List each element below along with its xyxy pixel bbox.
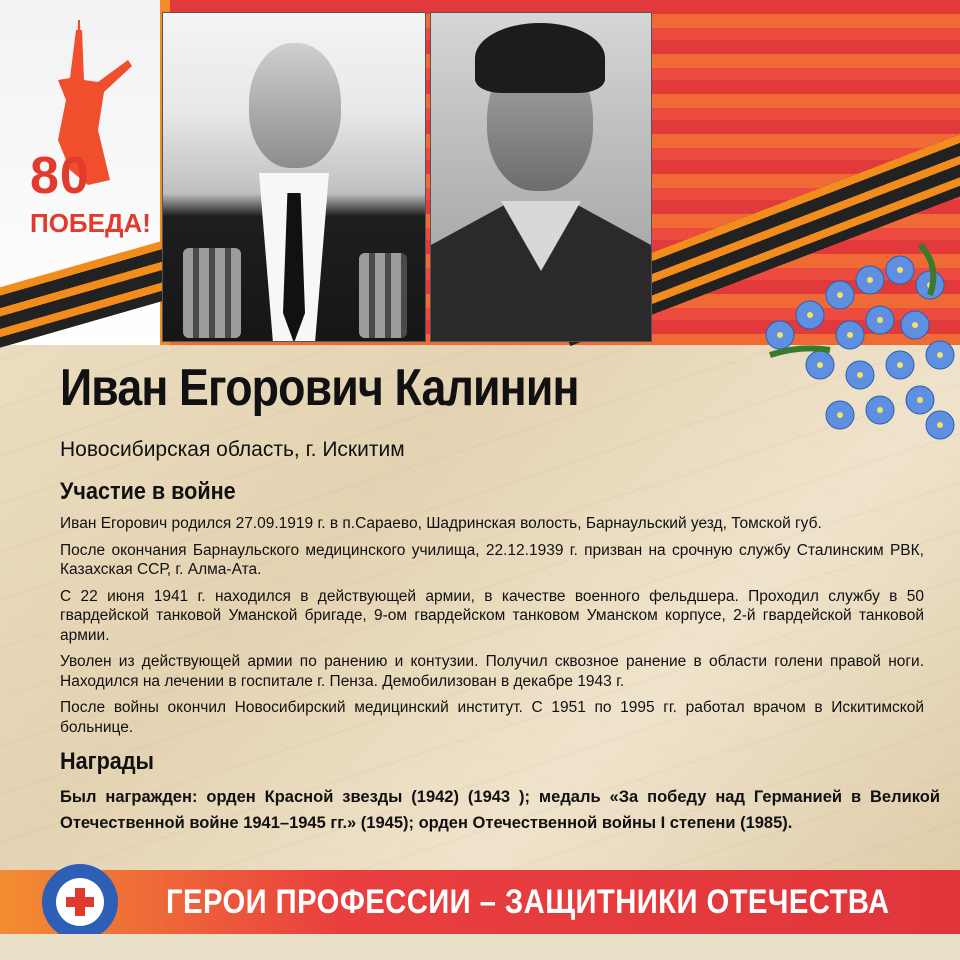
awards-text: Был награжден: орден Красной звезды (1942) (1943 ); медаль «За победу над Германией в Великой Отечественной войне 1941–1945 гг.» (1945); орден Отечественной войны I степени (1985). xyxy=(60,788,940,832)
war-participation-heading: Участие в войне xyxy=(60,478,236,505)
person-name: Иван Егорович Калинин xyxy=(60,359,579,417)
biography xyxy=(60,514,924,744)
portrait-photo-young xyxy=(430,12,652,342)
person-region: Новосибирская область, г. Искитим xyxy=(60,438,405,461)
portrait-face xyxy=(249,43,341,168)
bio-paragraph: Уволен из действующей армии по ранению и контузии. Получил сквозное ранение в области голени правой ноги. Находился на лечении в госпитале г. Пенза. Демобилизован в декабре 1943 г. xyxy=(60,653,924,690)
logo-pobeda-text: ПОБЕДА! xyxy=(30,208,151,238)
portrait-photo-elderly xyxy=(162,12,426,342)
logo-80-number: 80 xyxy=(30,147,90,205)
awards-heading: Награды xyxy=(60,748,154,775)
bottom-strip xyxy=(0,934,960,960)
bio-paragraph: После окончания Барнаульского медицинского училища, 22.12.1939 г. призван на срочную службу Сталинским РВК, Казахская ССР, г. Алма-Ата. xyxy=(60,541,924,578)
bio-paragraph: После войны окончил Новосибирский медицинский институт. С 1951 по 1995 гг. работал врачом в Искитимской больнице. xyxy=(60,699,924,736)
bio-paragraph: Иван Егорович родился 27.09.1919 г. в п.Сараево, Шадринская волость, Барнаульский уезд, Томской губ. xyxy=(60,515,822,532)
footer-slogan: ГЕРОИ ПРОФЕССИИ – ЗАЩИТНИКИ ОТЕЧЕСТВА xyxy=(166,883,890,921)
medals-left xyxy=(183,248,241,338)
portrait-hair xyxy=(475,23,605,93)
nurses-association-emblem xyxy=(40,862,120,942)
bio-paragraph: С 22 июня 1941 г. находился в действующей армии, в качестве военного фельдшера. Проходил службу в 50 гвардейской танковой Уманской бригаде, 9-ом гвардейском танковом Уманском корпусе, 2-й гвардейской танковой армии. xyxy=(60,587,924,644)
medals-right xyxy=(359,253,407,338)
forget-me-not-flowers xyxy=(740,225,960,475)
